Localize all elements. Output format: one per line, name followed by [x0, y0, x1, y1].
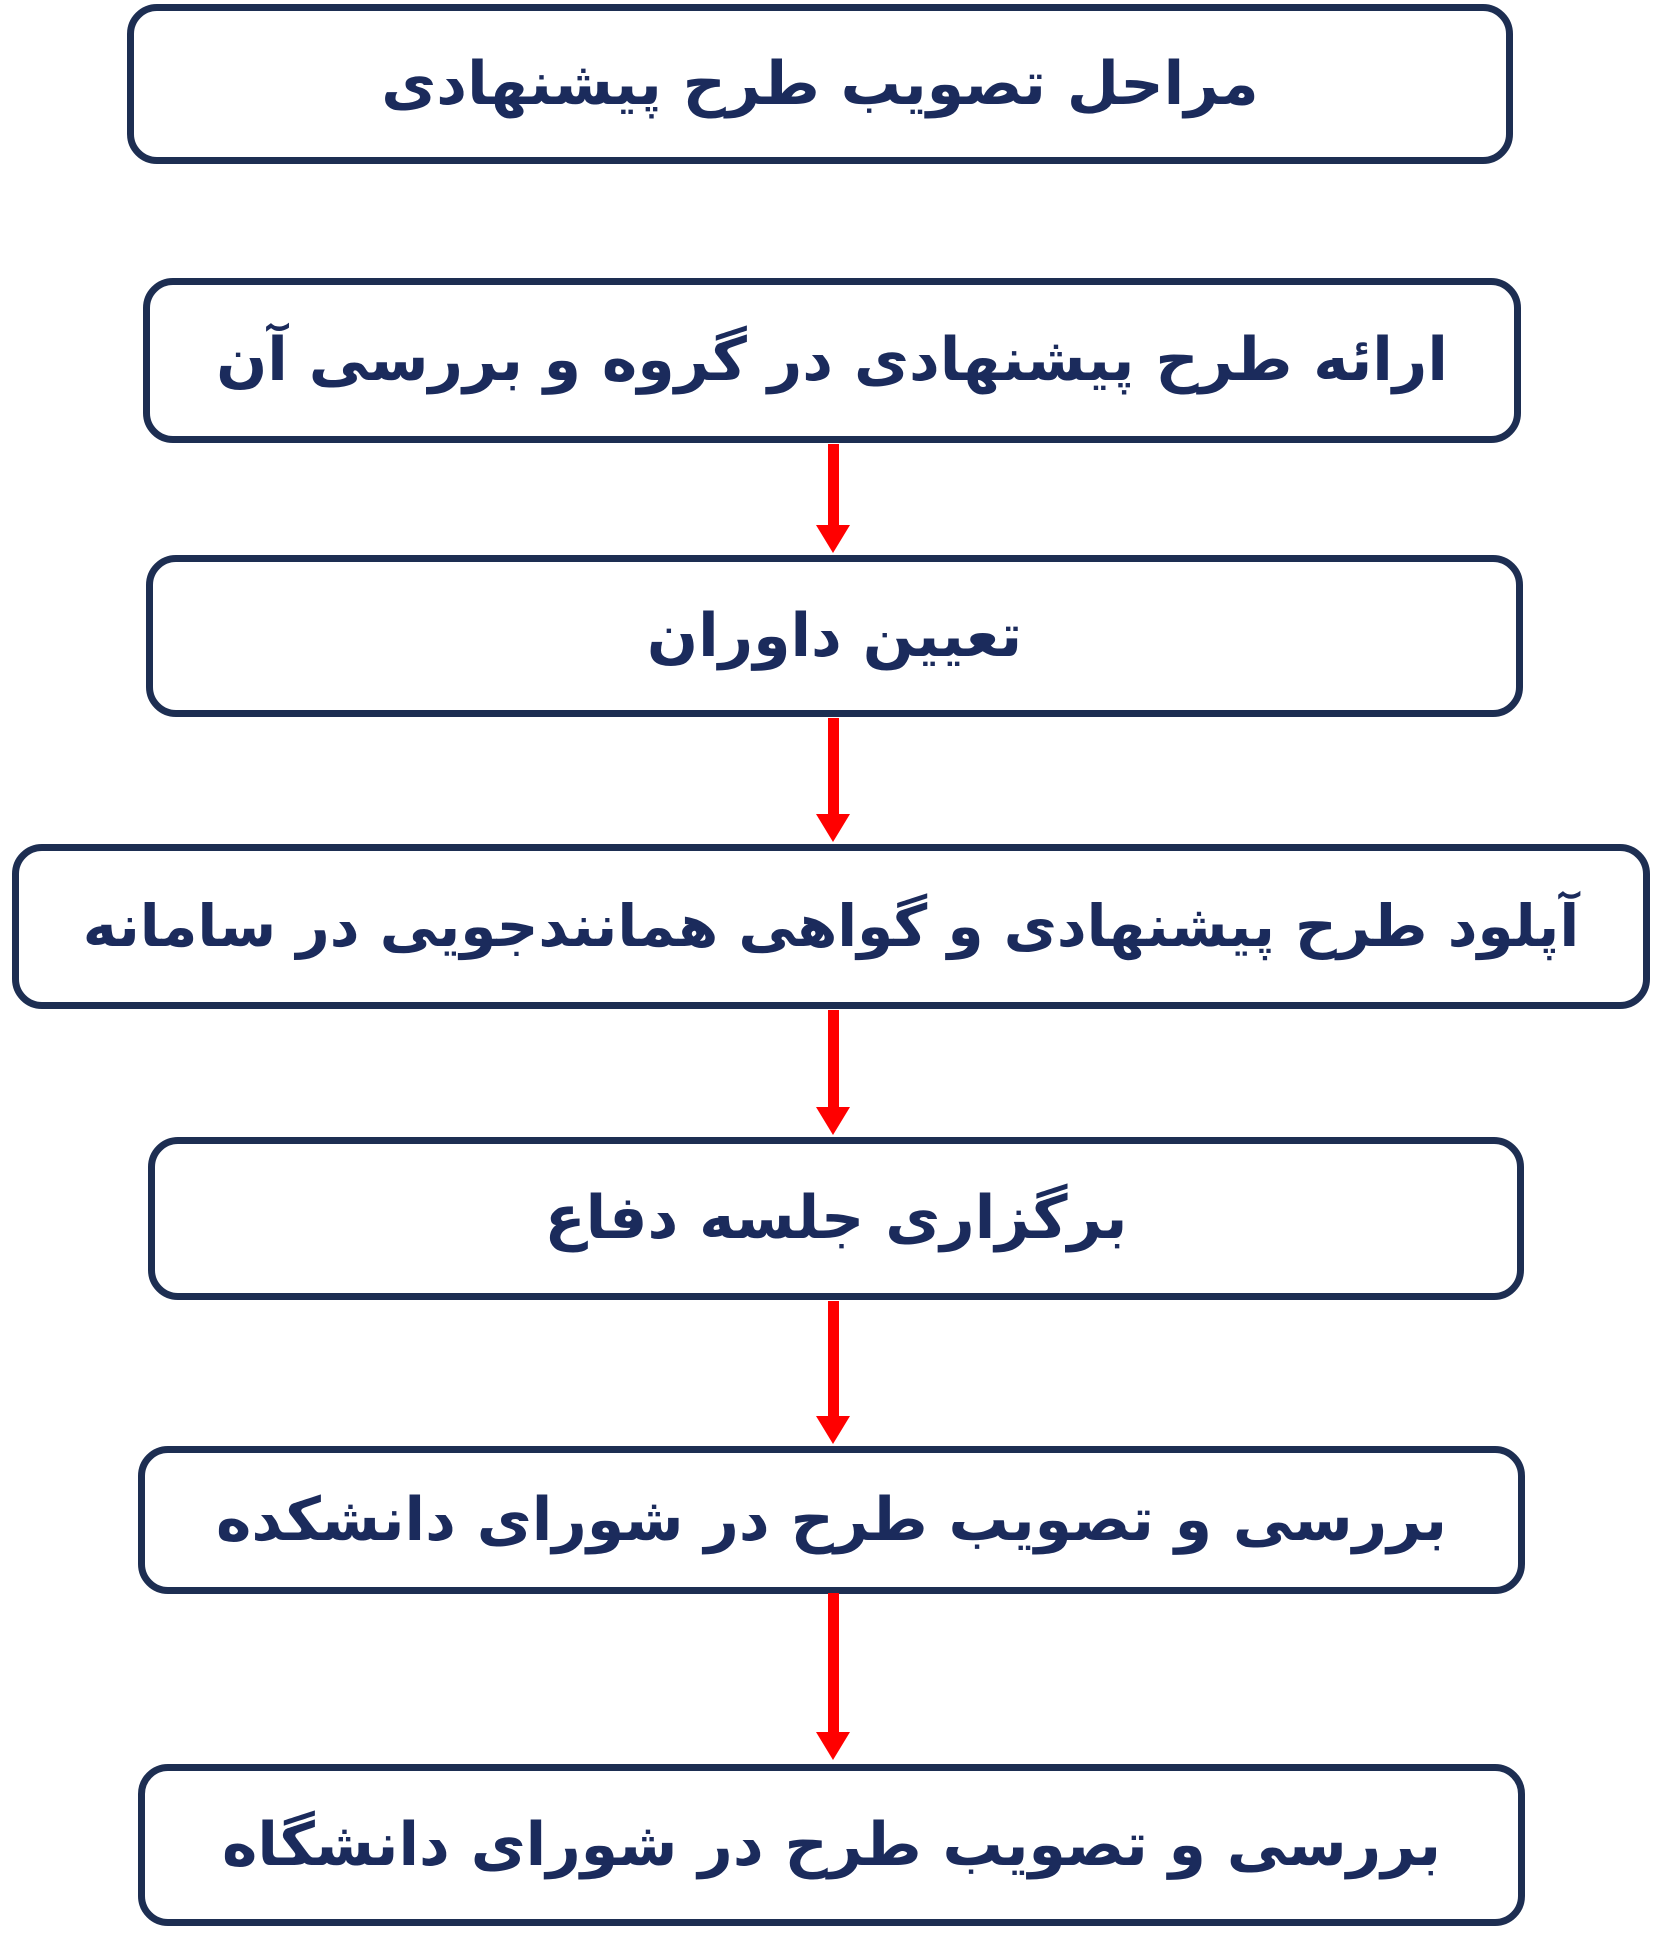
- arrow-shaft: [828, 1593, 839, 1732]
- flow-arrow-5: [816, 1593, 850, 1760]
- step-label: ارائه طرح پیشنهادی در گروه و بررسی آن: [216, 325, 1448, 395]
- arrow-shaft: [828, 444, 839, 525]
- step-label: بررسی و تصویب طرح در شورای دانشکده: [215, 1484, 1448, 1555]
- step-box-university-council-approval: [138, 1764, 1525, 1926]
- step-box-upload-to-system: [12, 844, 1650, 1009]
- step-label: آپلود طرح پیشنهادی و گواهی همانندجویی در سامانه: [82, 892, 1580, 961]
- arrow-shaft: [828, 1301, 839, 1416]
- step-label: برگزاری جلسه دفاع: [544, 1183, 1128, 1253]
- step-box-group-presentation: [143, 278, 1521, 443]
- arrow-head-icon: [816, 1732, 850, 1760]
- flowchart-title: مراحل تصویب طرح پیشنهادی: [381, 48, 1259, 119]
- step-box-defense-session: [148, 1137, 1524, 1300]
- arrow-head-icon: [816, 525, 850, 553]
- flow-arrow-2: [816, 718, 850, 842]
- flow-arrow-3: [816, 1010, 850, 1135]
- flow-arrow-4: [816, 1301, 850, 1444]
- arrow-head-icon: [816, 1107, 850, 1135]
- flow-arrow-1: [816, 444, 850, 553]
- step-label: تعیین داوران: [646, 600, 1023, 671]
- arrow-head-icon: [816, 1416, 850, 1444]
- arrow-shaft: [828, 718, 839, 814]
- title-box: [127, 4, 1513, 164]
- step-box-referee-assignment: [146, 555, 1523, 717]
- arrow-head-icon: [816, 814, 850, 842]
- step-box-faculty-council-approval: [138, 1446, 1525, 1594]
- step-label: بررسی و تصویب طرح در شورای دانشگاه: [222, 1809, 1441, 1880]
- arrow-shaft: [828, 1010, 839, 1107]
